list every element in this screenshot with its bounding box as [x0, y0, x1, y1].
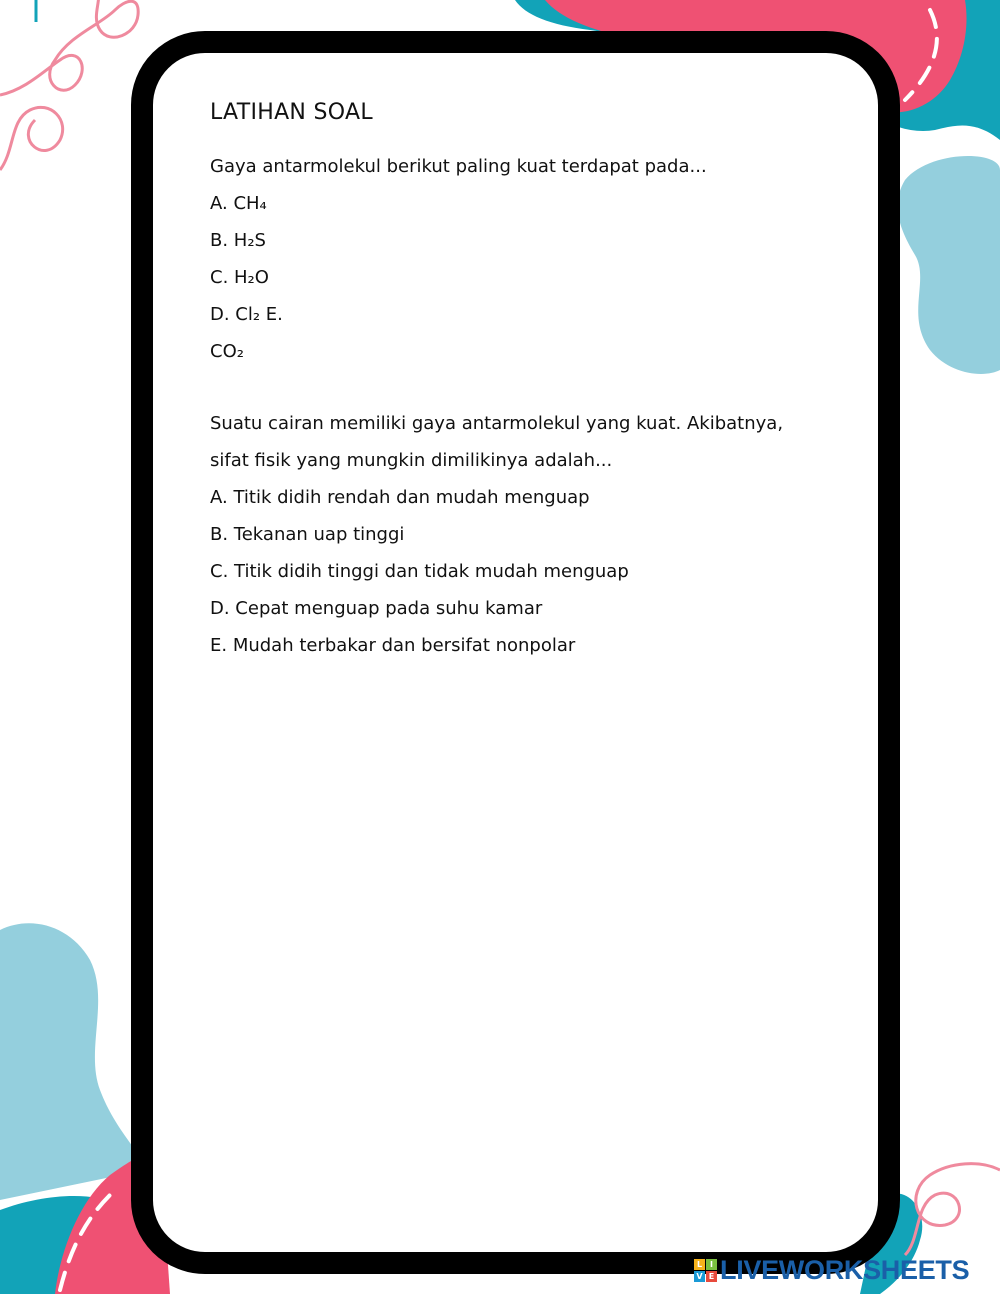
question-1-option-e[interactable]: CO₂	[210, 341, 244, 362]
question-2-option-c[interactable]: C. Titik didih tinggi dan tidak mudah menguap	[210, 561, 629, 582]
question-1-option-d[interactable]: D. Cl₂ E.	[210, 304, 283, 325]
worksheet-title: LATIHAN SOAL	[210, 100, 373, 125]
liveworksheets-wordmark: LIVEWORKSHEETS	[720, 1254, 970, 1285]
question-2	[210, 405, 850, 664]
question-1-option-c[interactable]: C. H₂O	[210, 267, 269, 288]
liveworksheets-watermark[interactable]	[694, 1256, 969, 1284]
question-1-option-b[interactable]: B. H₂S	[210, 230, 266, 251]
question-spacer	[210, 370, 850, 405]
question-2-stem-line-2: sifat fisik yang mungkin dimilikinya adalah...	[210, 450, 613, 471]
question-1	[210, 148, 850, 370]
question-2-option-b[interactable]: B. Tekanan uap tinggi	[210, 524, 405, 545]
question-1-stem: Gaya antarmolekul berikut paling kuat terdapat pada...	[210, 156, 707, 177]
question-1-option-a[interactable]: A. CH₄	[210, 193, 267, 214]
question-2-stem-line-1: Suatu cairan memiliki gaya antarmolekul yang kuat. Akibatnya,	[210, 413, 784, 434]
question-2-option-d[interactable]: D. Cepat menguap pada suhu kamar	[210, 598, 543, 619]
liveworksheets-logo-icon: L I V E	[694, 1259, 717, 1282]
pink-squiggle-top-left	[0, 0, 138, 170]
question-2-option-a[interactable]: A. Titik didih rendah dan mudah menguap	[210, 487, 590, 508]
light-blue-blob-bottom-left	[0, 923, 145, 1200]
worksheet-content	[210, 96, 850, 664]
question-2-option-e[interactable]: E. Mudah terbakar dan bersifat nonpolar	[210, 635, 576, 656]
light-blue-blob-top-right	[898, 156, 1000, 374]
